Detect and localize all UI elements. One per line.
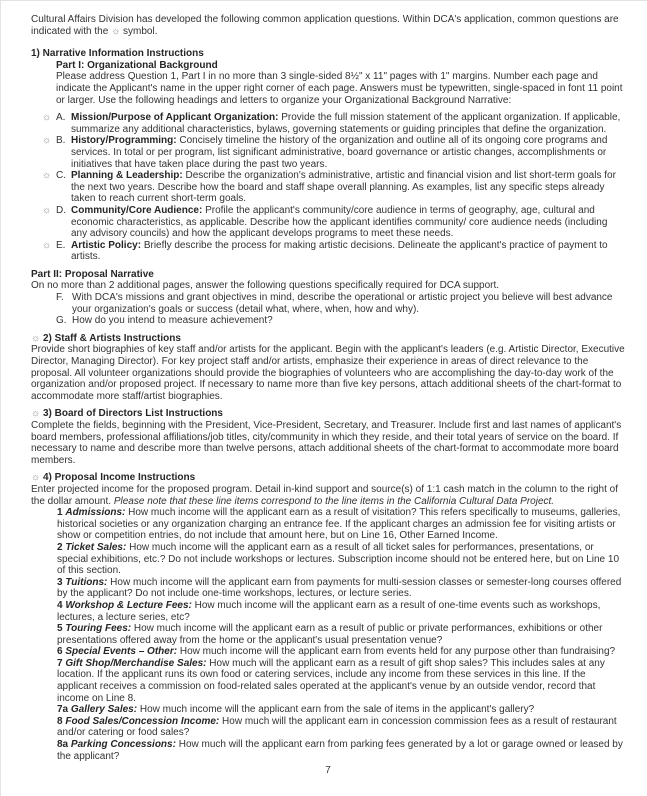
income-item-label: Food Sales/Concession Income: <box>65 715 220 727</box>
sun-symbol-icon: ☼ <box>31 408 41 420</box>
income-item-7a <box>57 704 625 716</box>
item-letter: B. <box>56 135 66 147</box>
part-1-instructions: Please address Question 1, Part I in no more than 3 single-sided 8½" x 11" pages with 1" margins. Number each page and indicate the Applicant's name in the upper right corner of each page. Answers must be typewritten, single-spaced in font 11 point or larger. Use the following headings and letters to organize your Organizational Background Narrative: <box>56 71 623 106</box>
income-item-text: How much will the applicant earn as a result of gift shop sales? This includes sales at any location. If the applicant runs its own food or catering services, include any income from these services in this line. If the applicant receives a commission on food-related sales operated at the applicant's venue by an outside vendor, record that income on Line 8. <box>57 657 605 704</box>
income-item-label: Ticket Sales: <box>65 541 127 553</box>
lettered-item-d <box>31 205 625 240</box>
section-4-body-text: Enter projected income for the proposed program. Detail in-kind support and source(s) of 1:1 cash match in the column to the right of the dollar amount. <box>31 483 618 507</box>
income-item-1 <box>57 507 625 542</box>
sun-symbol-icon: ☼ <box>31 472 41 484</box>
part-2-instructions: On no more than 2 additional pages, answer the following questions specifically required for DCA support. <box>31 280 500 292</box>
item-body <box>71 112 625 135</box>
income-item-4 <box>57 600 625 623</box>
part-2-block <box>31 269 625 327</box>
sun-symbol-icon: ☼ <box>42 239 52 251</box>
page-number: 7 <box>325 765 331 777</box>
item-label: Planning & Leadership: <box>71 170 183 182</box>
income-item-label: Special Events – Other: <box>65 646 178 658</box>
item-letter: A. <box>56 112 66 124</box>
item-letter: E. <box>56 239 66 251</box>
part-1-block <box>56 60 625 106</box>
section-3-block <box>31 408 625 466</box>
lettered-item-b <box>31 135 625 170</box>
income-item-number: 7 <box>57 657 63 669</box>
income-item-label: Tuitions: <box>65 576 108 588</box>
income-item-text: How much income will the applicant earn as a result of one-time events such as workshops, lectures, a lecture series, etc? <box>57 599 601 623</box>
section-3-heading <box>31 408 625 420</box>
income-item-label: Gallery Sales: <box>70 704 138 716</box>
income-item-text: How much income will the applicant earn from the sale of items in the applicant's gallery? <box>139 704 535 716</box>
sun-symbol-icon: ☼ <box>42 170 52 182</box>
lettered-item-e <box>31 240 625 263</box>
income-item-text: How much income will the applicant earn as a result of visitation? This refers specifically to museums, galleries, historical societies or any organization charging an entrance fee. If the applicant charges an admission fee for visiting artists or show or competition entries, do not include that amount here, but on Line 16, Other Earned Income. <box>57 507 621 542</box>
section-2-heading <box>31 333 625 345</box>
item-text: Concisely timeline the history of the organization and outline all of its ongoing core programs and services. In total or per program, list significant administrative, board governance or artistic changes, accomplishments or initiatives that have taken place during the past two years. <box>71 135 608 170</box>
lettered-item-a <box>31 112 625 135</box>
income-item-number: 7a <box>57 704 69 716</box>
income-item-8 <box>57 716 625 739</box>
section-3-heading-text: 3) Board of Directors List Instructions <box>42 408 223 420</box>
lettered-item-f <box>31 292 625 315</box>
item-label: History/Programming: <box>71 135 177 147</box>
sun-symbol-icon: ☼ <box>42 204 52 216</box>
income-item-number: 6 <box>57 646 63 658</box>
item-body <box>71 135 625 170</box>
item-letter: F. <box>56 292 64 304</box>
sun-symbol-icon: ☼ <box>31 332 41 344</box>
income-item-number: 3 <box>57 576 63 588</box>
sun-symbol-icon: ☼ <box>111 25 121 37</box>
section-4-heading <box>31 472 625 484</box>
income-item-8a <box>57 739 625 762</box>
item-text: Describe the organization's administrative, artistic and financial vision and list short-term goals for the next two years. Describe how the board and staff shape overall planning. As examples, list any specific steps already taken to reach current short-term goals. <box>71 170 616 205</box>
income-item-number: 8a <box>57 739 69 751</box>
part-1-heading: Part I: Organizational Background <box>56 59 218 71</box>
item-letter: C. <box>56 170 66 182</box>
item-text: Briefly describe the process for making artistic decisions. Delineate the applicant's practice of payment to artists. <box>71 239 608 263</box>
intro-text-pre: Cultural Affairs Division has developed the following common application questions. Within DCA's application, common questions are indicated with the <box>31 14 619 37</box>
section-2-block <box>31 333 625 403</box>
income-item-5 <box>57 623 625 646</box>
income-item-6 <box>57 646 625 658</box>
sun-symbol-icon: ☼ <box>42 112 52 124</box>
section-2-heading-text: 2) Staff & Artists Instructions <box>42 332 181 344</box>
item-text: With DCA's missions and grant objectives in mind, describe the operational or artistic project you believe will best advance your organization's goals or success (detail what, where, when, how and why). <box>72 292 613 315</box>
item-letter: G. <box>56 315 67 327</box>
income-item-2 <box>57 542 625 577</box>
sun-symbol-icon: ☼ <box>42 135 52 147</box>
income-item-number: 1 <box>57 507 63 519</box>
income-item-number: 4 <box>57 599 63 611</box>
section-4-block <box>31 472 625 762</box>
item-text: Provide the full mission statement of the applicant organization. If applicable, summarize any additional characteristics, bylaws, governing statements or guiding principles that define the organization. <box>71 112 621 135</box>
income-item-text: How much income will the applicant earn as a result of all ticket sales for performances, presentations, or special exhibitions, etc.? Do not include workshops or lectures. Subscription income should not be entered here, but on Line 10 of this section. <box>57 541 620 577</box>
intro-text-post: symbol. <box>123 25 158 37</box>
item-label: Artistic Policy: <box>71 239 142 251</box>
income-item-label: Gift Shop/Merchandise Sales: <box>65 657 207 669</box>
income-item-label: Touring Fees: <box>65 623 132 635</box>
income-item-number: 8 <box>57 715 63 727</box>
income-item-number: 2 <box>57 541 63 553</box>
item-text: How do you intend to measure achievement? <box>72 315 273 327</box>
item-body <box>71 240 625 263</box>
intro-paragraph <box>31 14 625 37</box>
income-item-text: How much income will the applicant earn from events held for any purpose other than fundraising? <box>179 646 616 658</box>
section-4-body <box>31 484 625 507</box>
section-4-body-note: Please note that these line items correspond to the line items in the California Cultural Data Project. <box>113 495 555 507</box>
item-label: Community/Core Audience: <box>71 204 203 216</box>
item-letter: D. <box>56 204 66 216</box>
income-item-text: How much income will the applicant earn from payments for multi-session classes or semester-long courses offered by the applicant? Do not include one-time workshops, lectures, or lecture series. <box>57 576 622 600</box>
item-text: Profile the applicant's community/core audience in terms of geography, age, cultural and economic characteristics, as applicable. Describe how the applicant identifies community/ core audience needs (including any advisory councils) and how the applicant develops programs to meet these needs. <box>71 204 608 240</box>
section-4-heading-text: 4) Proposal Income Instructions <box>42 472 196 484</box>
income-item-label: Admissions: <box>65 507 126 519</box>
item-body <box>71 205 625 240</box>
income-item-label: Parking Concessions: <box>70 739 176 751</box>
item-label: Mission/Purpose of Applicant Organization: <box>71 112 279 124</box>
income-item-text: How much income will the applicant earn as a result of public or private performances, exhibitions or other presentations offered away from the home or the applicant's usual presentation venue? <box>57 623 603 646</box>
income-item-text: How much will the applicant earn in concession commission fees as a result of restaurant and/or catering or food sales? <box>57 715 617 739</box>
income-item-text: How much will the applicant earn from parking fees generated by a lot or garage owned or leased by the applicant? <box>57 739 623 762</box>
lettered-item-c <box>31 170 625 205</box>
income-item-7 <box>57 658 625 704</box>
income-item-3 <box>57 577 625 600</box>
section-1-heading: 1) Narrative Information Instructions <box>31 48 204 60</box>
income-item-number: 5 <box>57 623 63 635</box>
organizational-background-items <box>31 112 625 263</box>
income-item-label: Workshop & Lecture Fees: <box>65 599 192 611</box>
lettered-item-g <box>31 315 625 327</box>
section-3-body: Complete the fields, beginning with the President, Vice-President, Secretary, and Treasurer. Include first and last names of applicant's board members, professional affiliations/job titles, city/community in which they reside, and their total years of service on the board. If necessary to name and describe more than twelve persons, attach additional sheets of the chart-format to accommodate more board members. <box>31 420 622 466</box>
item-body <box>71 170 625 205</box>
section-2-body: Provide short biographies of key staff and/or artists for the applicant. Begin with the applicant's leaders (e.g. Artistic Director, Executive Director, Managing Director). For key project staff and/or artists, emphasize their experience in areas of direct relevance to the proposal. All volunteer organizations should provide the biographies of volunteers who are accomplishing the day-to-day work of the organization and/or proposed project. If necessary to name more than five key persons, attach additional sheets of the chart-format to accommodate more staff/artist biographies. <box>31 344 625 402</box>
part-2-heading: Part II: Proposal Narrative <box>31 268 154 280</box>
